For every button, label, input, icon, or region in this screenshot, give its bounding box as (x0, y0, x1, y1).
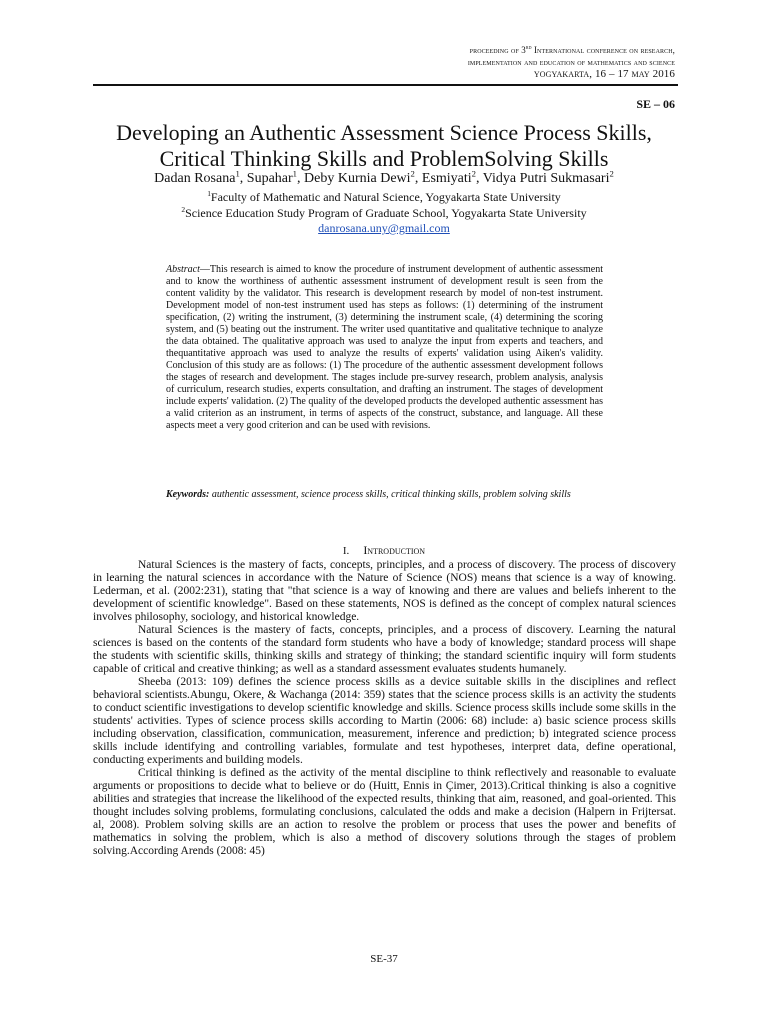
section-number: I. (342, 545, 350, 557)
email-link[interactable]: danrosana.uny@gmail.com (318, 221, 450, 235)
paragraph: Natural Sciences is the mastery of facts, concepts, principles, and a process of discovery. The process of discovery in learning the natural sciences in accordance with the Nature of Science (NOS) means that science is a way of knowing. Lederman, et al. (2002:231), stating that "that science is a way of knowing and there are values and beliefs inherent to the development of scientific knowledge". Based on these statements, NOS is defined as the concept of complex natural sciences involves philosophy, sociology, and historical knowledge. (93, 559, 676, 623)
keywords-label: Keywords: (166, 489, 210, 500)
affiliation-2: $^2$Science Education Study Program of Graduate School, Yogyakarta State University (181, 205, 587, 220)
abstract (166, 264, 603, 432)
author: Dadan Rosana$^1$, (154, 168, 247, 186)
abstract-text: —This research is aimed to know the procedure of instrument development of authentic assessment and to know the worthiness of authentic assessment instrument of development result is seen from the content validity by the validator. This research is development research by model of non-test instrument. Development model of non-test instrument used has steps as follows: (1) determining of the instrument specification, (2) writing the instrument, (3) determining the instrument scale, (4) determining the scoring system, and (5) beating out the instrument. The writer used quantitative and qualitative technique to analyze the data obtained. The qualitative approach was used to analyze the input from experts and teachers, and thequantitative approach was used to analyze the results of experts' validation using Aiken's validity. Conclusion of this study are as follows: (1) The procedure of the authentic assessment development follows the stages of research and development. The stages include pre-survey research, problem analysis, analysis of curriculum, research studies, experts consultation, and drafting an instrument. The stages of development include experts' validation. (2) The quality of the developed products the developed authentic assessment has a valid criterion as an instrument, in terms of aspects of the construct, substance, and language. All these aspects meet a very good criterion and can be used with revisions. (166, 264, 603, 431)
header-line-1: proceeding of 3rd International conference on research, (469, 45, 675, 55)
header-line-2: implementation and education of mathematics and science (467, 57, 675, 67)
author: Supahar$^1$, (246, 168, 305, 186)
keywords-text: authentic assessment, science process skills, critical thinking skills, problem solving skills (209, 489, 571, 500)
paragraph: Critical thinking is defined as the activity of the mental discipline to think reflectively and reasonable to evaluate arguments or propositions to decide what to believe or do (Huitt, Ennis in Çimer, 2013).Critical thinking is also a cognitive abilities and strategies that increase the likelihood of the expected results, thinking that aim, reasoned, and goal-oriented. This thought includes solving problems, formulating conclusions, calculated the odds and make a decision (Halpern in Frijtersat. al, 2008). Problem solving skills are an action to resolve the problem or process that uses the power and benefits of mathematics in solving the problem, which is also a method of discovery solutions through the stages of problem solving.According Arends (2008: 45) (93, 767, 676, 857)
author: Deby Kurnia Dewi$^2$, (304, 168, 422, 186)
title-line-1: Developing an Authentic Assessment Science Process Skills, (116, 120, 652, 145)
section-title: Introduction (363, 543, 426, 557)
affiliation-1: $^1$Faculty of Mathematic and Natural Science, Yogyakarta State University (207, 189, 561, 204)
page-number: SE-37 (370, 953, 398, 965)
abstract-label: Abstract (166, 264, 200, 275)
paper-title (60, 120, 708, 172)
header-line-3: yogyakarta, 16 – 17 may 2016 (533, 68, 675, 80)
paper-code: SE – 06 (636, 97, 675, 111)
section-heading (0, 543, 768, 558)
proceedings-header (255, 44, 675, 80)
paragraph: Natural Sciences is the mastery of facts, concepts, principles, and a process of discovery. Learning the natural sciences is based on the contents of the standard form students who have a body of knowledge; standard process will shape the students with scientific skills, thinking skills and strategy of thinking; the standard scientific inquiry will form students capable of critical and creative thinking; as well as a standard assessment evaluates students humanely. (93, 624, 676, 675)
author: Vidya Putri Sukmasari$^2$ (482, 168, 614, 186)
header-rule (93, 84, 678, 86)
keywords (166, 489, 603, 501)
author-email (60, 221, 708, 235)
author: Esmiyati$^2$, (421, 168, 483, 186)
author-list (60, 168, 708, 187)
paragraph: Sheeba (2013: 109) defines the science process skills as a device suitable skills in the disciplines and reflect behavioral scientists.Abungu, Okere, & Wachanga (2014: 359) states that the science process skills is an activity the students to conduct scientific investigations to develop scientific knowledge and skills. Science process skills include some skills in the students' activities. Types of science process skills according to Martin (2006: 68) include: a) basic science process skills including observation, classification, communication, measurement, inference and prediction; b) integrated science process skills include identifying and controlling variables, formulate and test hypotheses, interpret data, define operational, conducting experiments and building models. (93, 676, 676, 766)
title-line-2: Critical Thinking Skills and ProblemSolving Skills (159, 146, 609, 171)
introduction-body (93, 559, 676, 858)
